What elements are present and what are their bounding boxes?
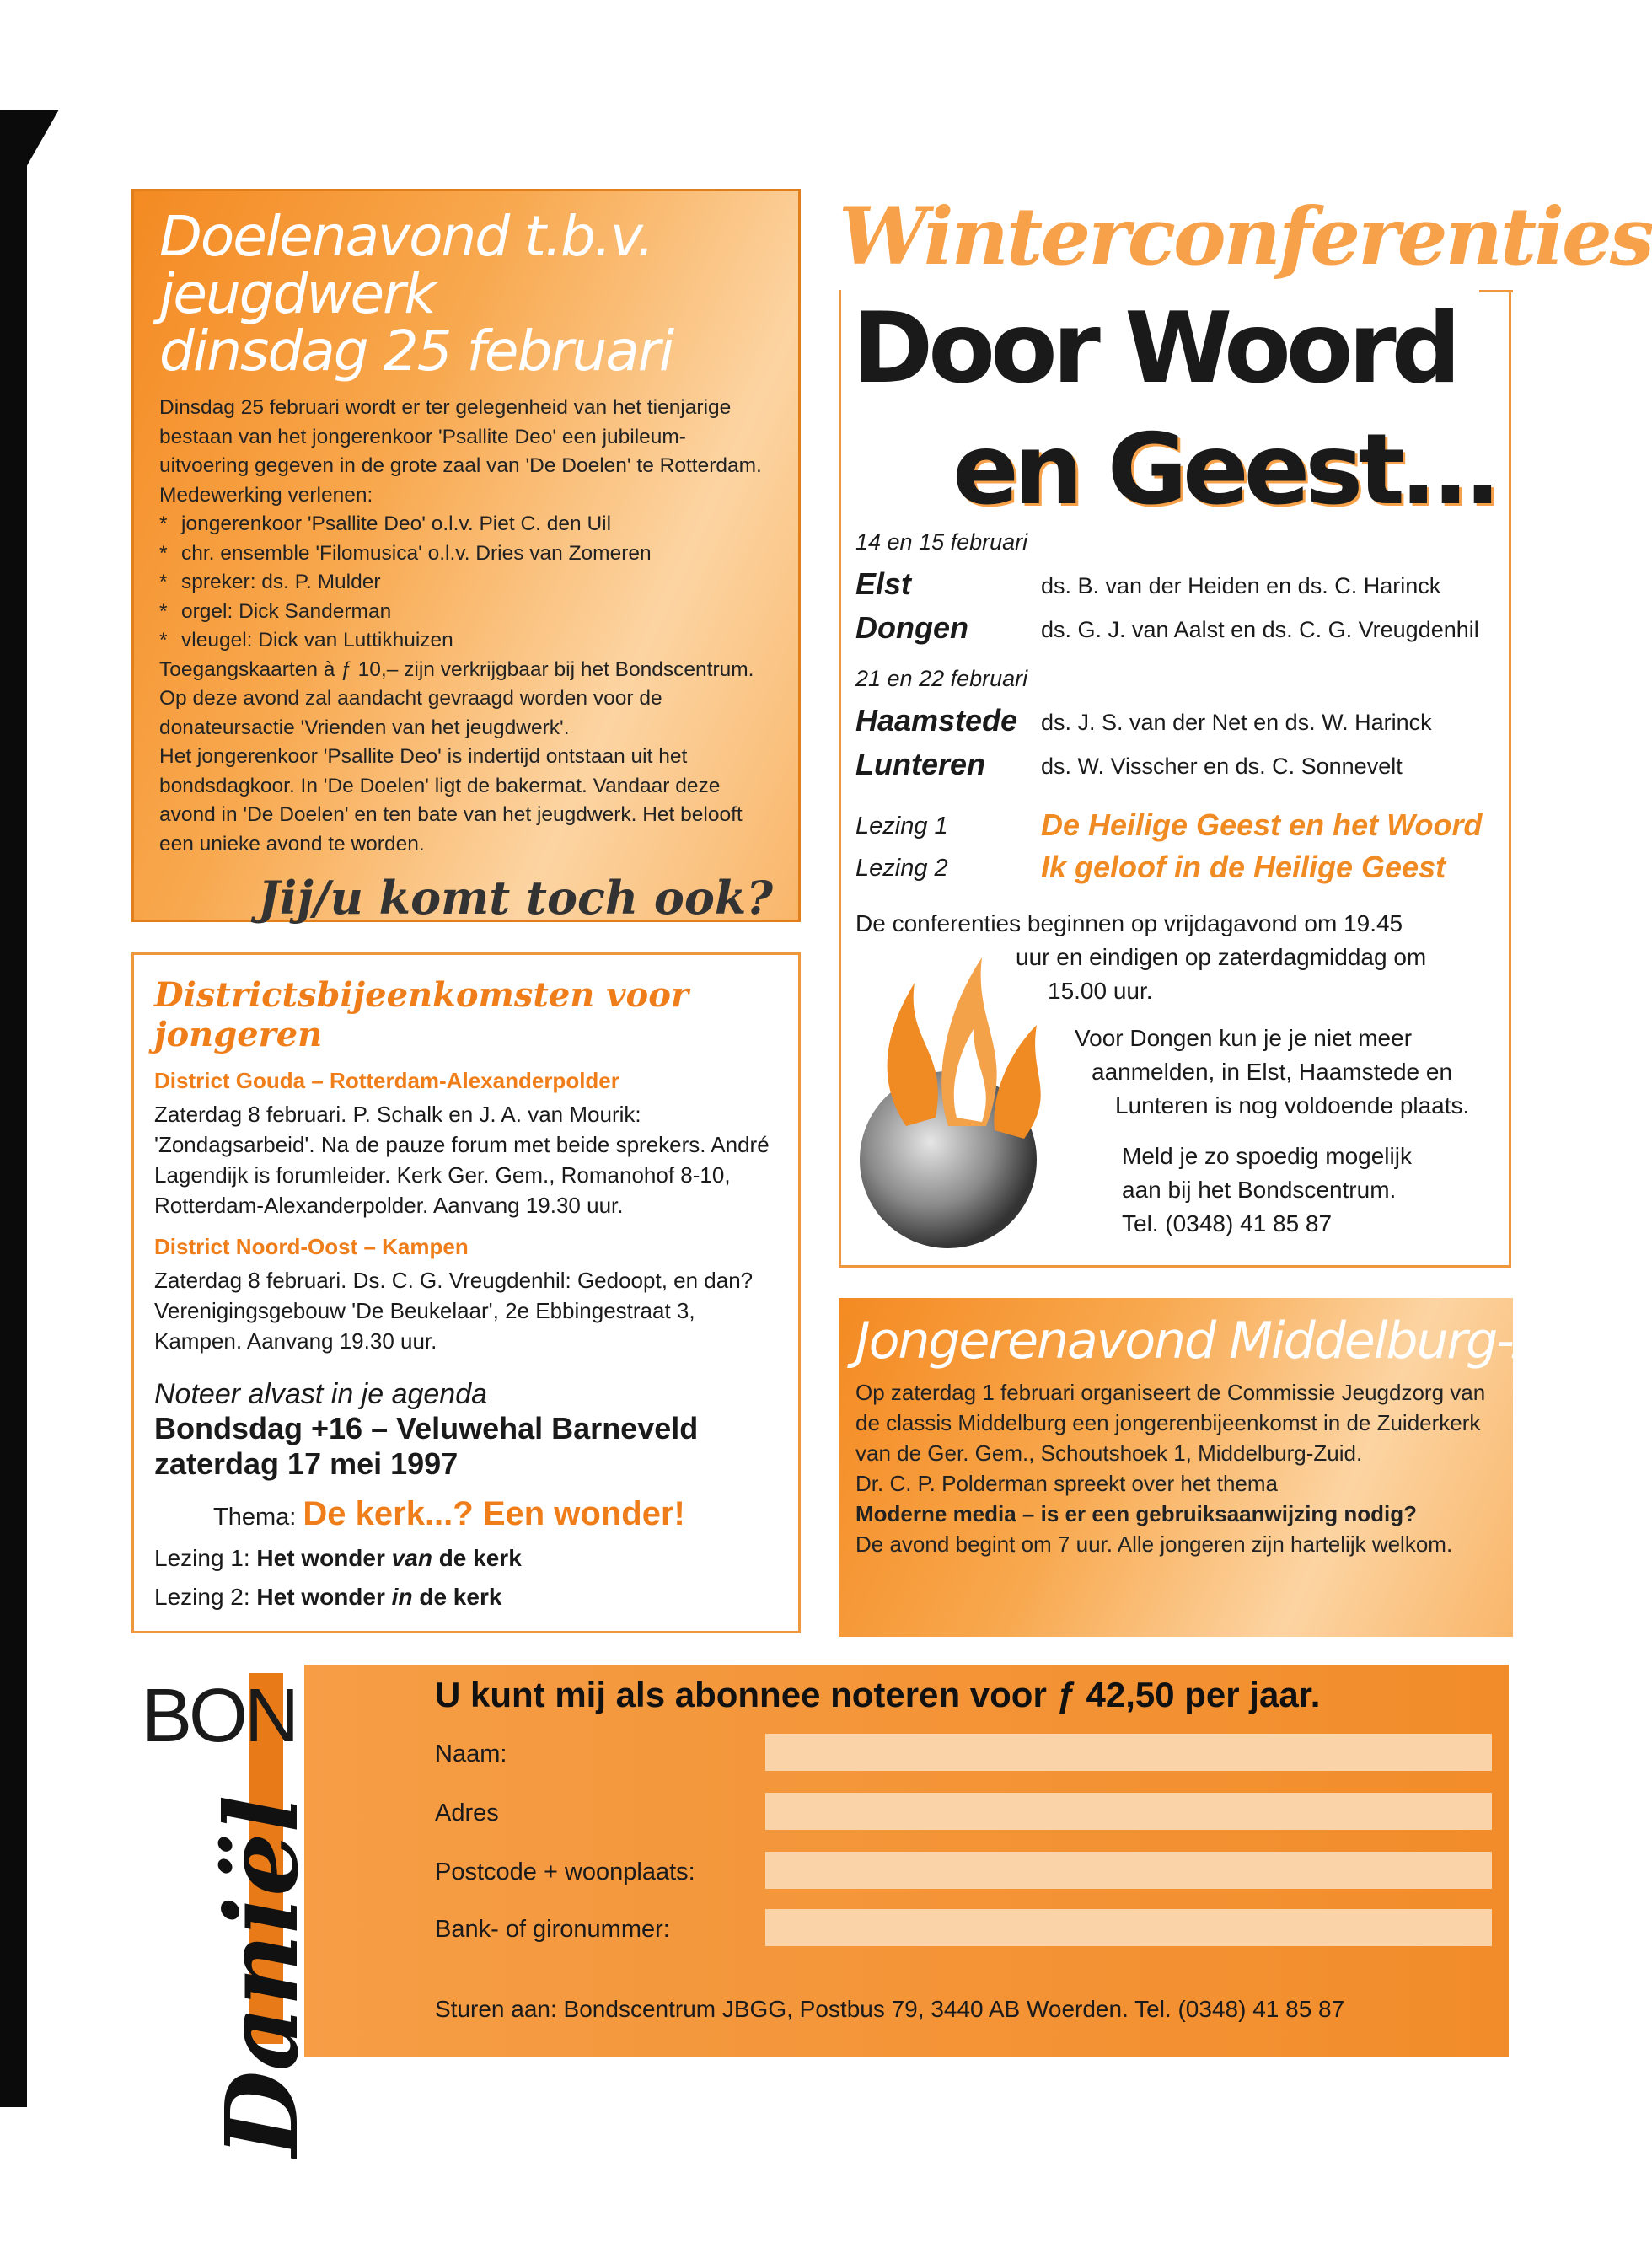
send-address: Sturen aan: Bondscentrum JBGG, Postbus 79, 3440 AB Woerden. Tel. (0348) 41 85 87 [435, 1996, 1345, 2022]
district-noordoost-text: Zaterdag 8 februari. Ds. C. G. Vreugdenhil: Gedoopt, en dan? Verenigingsgebouw 'De Beukelaar', 2e Ebbingestraat 3, Kampen. Aanvang 19.30 uur. [154, 1268, 754, 1354]
doelenavond-origin: Het jongerenkoor 'Psallite Deo' is indertijd ontstaan uit het bondsdagkoor. In 'De Doelen' ligt de bakermat. Vandaar deze avond in 'De Doelen' en ten bate van het jeugdwerk. Het belooft een unieke avond te worden. [159, 745, 743, 856]
lezing-part: Het wonder [256, 1545, 385, 1571]
winter-times-1: De conferenties beginnen op vrijdagavond om 19.45 [856, 910, 1403, 936]
district-noordoost-heading: District Noord-Oost – Kampen [154, 1234, 469, 1259]
doelenavond-title-2: dinsdag 25 februari [159, 319, 673, 384]
doelenavond-body [159, 394, 773, 859]
winter-lezing-1-title: De Heilige Geest en het Woord [1041, 807, 1483, 842]
doelenavond-box [131, 189, 801, 925]
adres-field[interactable] [765, 1793, 1492, 1830]
winter-title: Winterconferenties [839, 190, 1652, 283]
logo-daniel-text: Daniël [203, 1794, 321, 2158]
scan-edge-tip [25, 110, 59, 169]
logo-bon-text: BON [142, 1674, 297, 1758]
winter-headline-2: en Geest... [952, 413, 1496, 527]
thema-text: De kerk...? Een wonder! [303, 1495, 685, 1532]
naam-label: Naam: [435, 1740, 507, 1767]
winter-place-elst: Elst [856, 566, 912, 601]
agenda-note: Noteer alvast in je agenda [154, 1378, 488, 1410]
thema-label: Thema: [213, 1504, 297, 1531]
bank-label: Bank- of gironummer: [435, 1916, 670, 1943]
lezing-part: Het wonder [256, 1584, 385, 1610]
districts-box [131, 952, 801, 1633]
winter-meld-3: Tel. (0348) 41 85 87 [1122, 1210, 1333, 1236]
winter-lezing-2-label: Lezing 2 [856, 855, 948, 882]
thema-line [154, 1495, 778, 1533]
jongerenavond-title: Jongerenavond Middelburg-Zuid [856, 1311, 1619, 1370]
doelenavond-list [159, 510, 773, 656]
lezing-label: Lezing 1: [154, 1545, 250, 1571]
winterconferenties-box [839, 190, 1652, 1269]
lezing-part: de kerk [438, 1545, 522, 1571]
jongerenavond-body [856, 1377, 1496, 1559]
winter-dongen-3: Lunteren is nog voldoende plaats. [1115, 1092, 1470, 1118]
districts-title: Districtsbijeenkomsten voor jongeren [154, 975, 689, 1054]
naam-field[interactable] [765, 1734, 1492, 1771]
winter-dates-1: 14 en 15 februari [856, 529, 1028, 555]
flame-globe-icon [856, 949, 1066, 1252]
winter-place-dongen: Dongen [856, 610, 968, 645]
jongerenavond-p2: Dr. C. P. Polderman spreekt over het thema [856, 1471, 1278, 1496]
daniel-logo [131, 1665, 321, 2158]
winter-frame-top [1479, 290, 1513, 292]
winter-dongen-1: Voor Dongen kun je je niet meer [1075, 1025, 1413, 1051]
winter-meld-1: Meld je zo spoedig mogelijk [1122, 1143, 1412, 1169]
abonnee-heading: U kunt mij als abonnee noteren voor ƒ 42,50 per jaar. [435, 1675, 1321, 1714]
winter-dongen-2: aanmelden, in Elst, Haamstede en [1092, 1059, 1453, 1085]
winter-place-haamstede: Haamstede [856, 703, 1018, 738]
lezing-part: in [391, 1584, 413, 1610]
jongerenavond-p1: Op zaterdag 1 februari organiseert de Commissie Jeugdzorg van de classis Middelburg een jongerenbijeenkomst in de Zuiderkerk van de Ger. Gem., Schoutshoek 1, Middelburg-Zuid. [856, 1380, 1486, 1466]
postcode-field[interactable] [765, 1852, 1492, 1889]
winter-speakers-lunteren: ds. W. Visscher en ds. C. Sonnevelt [1041, 754, 1403, 779]
lezing-part: de kerk [419, 1584, 502, 1610]
jongerenavond-box [839, 1298, 1619, 1637]
list-item: * chr. ensemble 'Filomusica' o.l.v. Dries van Zomeren [159, 539, 773, 569]
doelenavond-tickets: Toegangskaarten à ƒ 10,– zijn verkrijgbaar bij het Bondscentrum. [159, 657, 754, 681]
list-item: * jongerenkoor 'Psallite Deo' o.l.v. Piet C. den Uil [159, 510, 773, 539]
winter-place-lunteren: Lunteren [856, 747, 986, 781]
bondsdag-lezing-1 [154, 1545, 778, 1572]
doelenavond-attention: Op deze avond zal aandacht gevraagd worden voor de donateursactie 'Vrienden van het jeugdwerk'. [159, 687, 662, 739]
list-item: * vleugel: Dick van Luttikhuizen [159, 626, 773, 656]
winter-speakers-haamstede: ds. J. S. van der Net en ds. W. Harinck [1041, 710, 1432, 735]
lezing-part: van [391, 1545, 432, 1571]
doelenavond-title-1: Doelenavond t.b.v. jeugdwerk [159, 204, 653, 326]
winter-lezing-2-title: Ik geloof in de Heilige Geest [1041, 850, 1446, 884]
winter-speakers-dongen: ds. G. J. van Aalst en ds. C. G. Vreugdenhil [1041, 617, 1479, 642]
winter-times-2: uur en eindigen op zaterdagmiddag om [1016, 944, 1427, 970]
postcode-label: Postcode + woonplaats: [435, 1858, 695, 1885]
district-gouda-heading: District Gouda – Rotterdam-Alexanderpolder [154, 1068, 620, 1093]
bondsdag-line-1: Bondsdag +16 – Veluwehal Barneveld [154, 1411, 699, 1446]
doelenavond-intro: Dinsdag 25 februari wordt er ter gelegenheid van het tienjarige bestaan van het jongerenkoor 'Psallite Deo' een jubileum-uitvoering gegeven in de grote zaal van 'De Doelen' te Rotterdam. Medewerking verlenen: [159, 396, 762, 507]
list-item: * spreker: ds. P. Mulder [159, 568, 773, 598]
winter-speakers-elst: ds. B. van der Heiden en ds. C. Harinck [1041, 573, 1441, 598]
jongerenavond-p4: De avond begint om 7 uur. Alle jongeren zijn hartelijk welkom. [856, 1531, 1453, 1557]
winter-dates-2: 21 en 22 februari [856, 666, 1028, 691]
abonnee-box [131, 1665, 1509, 2158]
bondsdag-lezing-2 [154, 1584, 778, 1611]
winter-meld-2: aan bij het Bondscentrum. [1122, 1177, 1397, 1203]
scan-edge-bar [0, 110, 27, 2107]
lezing-label: Lezing 2: [154, 1584, 250, 1610]
jongerenavond-theme: Moderne media – is er een gebruiksaanwijzing nodig? [856, 1501, 1418, 1526]
adres-label: Adres [435, 1800, 499, 1826]
winter-headline-1: Door Woord [852, 292, 1456, 405]
bank-field[interactable] [765, 1909, 1492, 1946]
doelenavond-slogan: Jij/u komt toch ook? [258, 871, 773, 925]
winter-lezing-1-label: Lezing 1 [856, 813, 948, 839]
district-gouda-text: Zaterdag 8 februari. P. Schalk en J. A. van Mourik: 'Zondagsarbeid'. Na de pauze forum met beide sprekers. André Lagendijk is forumleider. Kerk Ger. Gem., Romanohof 8-10, Rotterdam-Alexanderpolder. Aanvang 19.30 uur. [154, 1102, 770, 1218]
bondsdag-line-2: zaterdag 17 mei 1997 [154, 1446, 459, 1481]
winter-times-3: 15.00 uur. [1048, 978, 1153, 1004]
list-item: * orgel: Dick Sanderman [159, 598, 773, 627]
